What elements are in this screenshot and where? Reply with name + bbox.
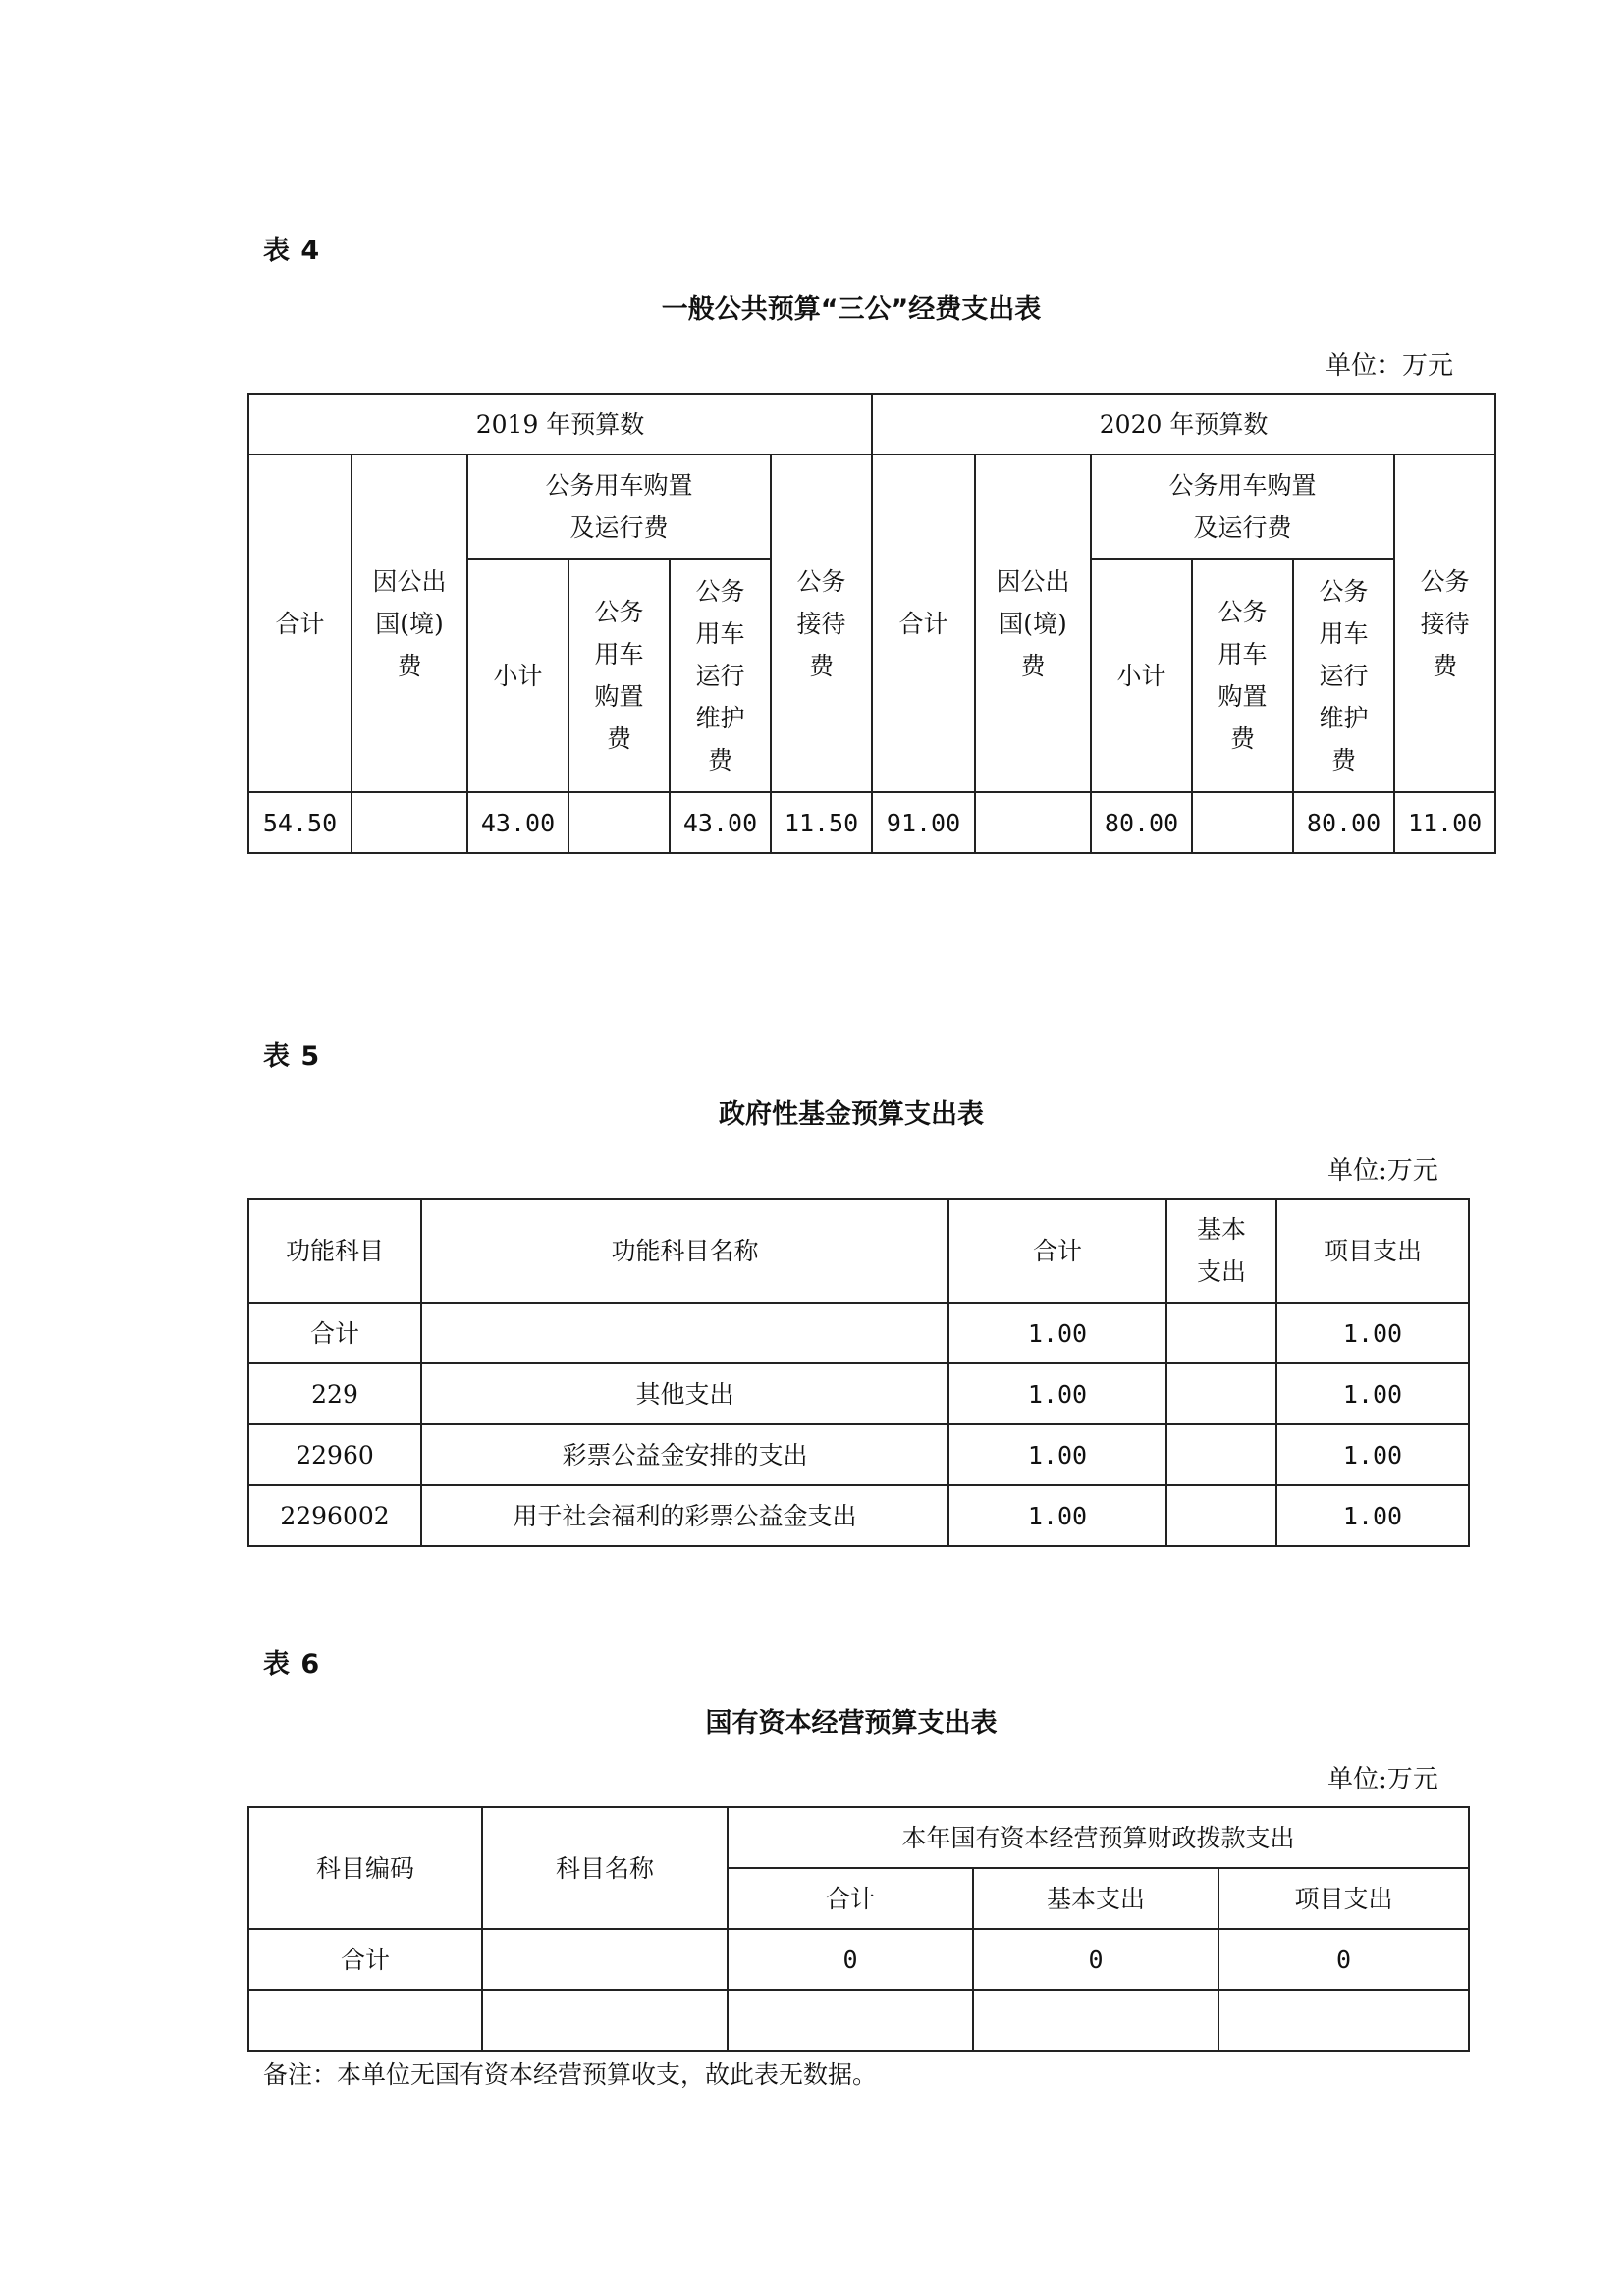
table5-title: 政府性基金预算支出表 (719, 1099, 984, 1130)
header-function-code: 功能科目 (248, 1199, 421, 1303)
cell-2019-abroad (352, 792, 467, 853)
cell-code: 合计 (248, 1929, 482, 1990)
cell-project: 1.00 (1276, 1303, 1469, 1363)
cell-2020-car-purchase (1192, 792, 1293, 853)
cell-2019-reception: 11.50 (771, 792, 872, 853)
cell-name (421, 1303, 948, 1363)
table-row (248, 792, 1495, 853)
cell-2020-abroad (975, 792, 1091, 853)
table4-unit: 单位：万元 (1326, 351, 1454, 381)
header-basic: 基本支出 (973, 1868, 1218, 1929)
header-car-group: 公务用车购置 及运行费 (467, 454, 771, 559)
cell-name (482, 1990, 728, 2051)
header-abroad: 因公出 国(境) 费 (975, 454, 1091, 792)
cell-basic (1166, 1424, 1276, 1485)
header-total: 合计 (872, 454, 975, 792)
table-row (248, 1424, 1469, 1485)
cell-project: 1.00 (1276, 1424, 1469, 1485)
table6-title: 国有资本经营预算支出表 (705, 1708, 998, 1738)
cell-total: 0 (728, 1929, 973, 1990)
cell-name: 其他支出 (421, 1363, 948, 1424)
header-reception: 公务 接待 费 (771, 454, 872, 792)
table5-unit: 单位:万元 (1327, 1156, 1438, 1186)
header-subject-name: 科目名称 (482, 1807, 728, 1929)
cell-total: 1.00 (948, 1485, 1166, 1546)
cell-code: 2296002 (248, 1485, 421, 1546)
cell-basic (1166, 1363, 1276, 1424)
cell-2019-car-operation: 43.00 (670, 792, 771, 853)
header-function-name: 功能科目名称 (421, 1199, 948, 1303)
header-car-purchase: 公务 用车 购置 费 (568, 559, 670, 792)
cell-basic (1166, 1303, 1276, 1363)
cell-total (728, 1990, 973, 2051)
header-appropriation-group: 本年国有资本经营预算财政拨款支出 (728, 1807, 1469, 1868)
header-basic: 基本 支出 (1166, 1199, 1276, 1303)
cell-project: 0 (1218, 1929, 1469, 1990)
table6-unit: 单位:万元 (1327, 1765, 1438, 1794)
header-total: 合计 (948, 1199, 1166, 1303)
table4-label: 表 4 (263, 236, 321, 266)
cell-code: 229 (248, 1363, 421, 1424)
cell-2019-total: 54.50 (248, 792, 352, 853)
cell-basic: 0 (973, 1929, 1218, 1990)
table-row (248, 1990, 1469, 2051)
cell-2020-reception: 11.00 (1394, 792, 1495, 853)
header-car-operation: 公务 用车 运行 维护 费 (1293, 559, 1394, 792)
cell-code: 22960 (248, 1424, 421, 1485)
cell-total: 1.00 (948, 1424, 1166, 1485)
table6-label: 表 6 (263, 1649, 321, 1680)
cell-basic (973, 1990, 1218, 2051)
cell-2020-car-subtotal: 80.00 (1091, 792, 1192, 853)
header-car-operation: 公务 用车 运行 维护 费 (670, 559, 771, 792)
cell-basic (1166, 1485, 1276, 1546)
cell-project: 1.00 (1276, 1485, 1469, 1546)
header-car-purchase: 公务 用车 购置 费 (1192, 559, 1293, 792)
cell-name (482, 1929, 728, 1990)
table5 (247, 1198, 1470, 1547)
table4-title: 一般公共预算“三公”经费支出表 (661, 294, 1042, 325)
table-row (248, 1363, 1469, 1424)
header-project: 项目支出 (1276, 1199, 1469, 1303)
cell-code: 合计 (248, 1303, 421, 1363)
header-project: 项目支出 (1218, 1868, 1469, 1929)
table-row (248, 1303, 1469, 1363)
header-total: 合计 (728, 1868, 973, 1929)
table6 (247, 1806, 1470, 2052)
cell-2020-car-operation: 80.00 (1293, 792, 1394, 853)
year-header-2020: 2020 年预算数 (872, 394, 1495, 454)
header-subtotal: 小计 (1091, 559, 1192, 792)
header-total: 合计 (248, 454, 352, 792)
table4 (247, 393, 1496, 854)
table-row (248, 1929, 1469, 1990)
cell-total: 1.00 (948, 1303, 1166, 1363)
header-car-group: 公务用车购置 及运行费 (1091, 454, 1394, 559)
table5-label: 表 5 (263, 1041, 321, 1072)
table6-note: 备注：本单位无国有资本经营预算收支，故此表无数据。 (263, 2060, 878, 2089)
cell-2019-car-subtotal: 43.00 (467, 792, 568, 853)
cell-name: 彩票公益金安排的支出 (421, 1424, 948, 1485)
cell-name: 用于社会福利的彩票公益金支出 (421, 1485, 948, 1546)
header-reception: 公务 接待 费 (1394, 454, 1495, 792)
cell-code (248, 1990, 482, 2051)
cell-total: 1.00 (948, 1363, 1166, 1424)
cell-project: 1.00 (1276, 1363, 1469, 1424)
cell-2019-car-purchase (568, 792, 670, 853)
table-row (248, 1485, 1469, 1546)
year-header-2019: 2019 年预算数 (248, 394, 872, 454)
cell-project (1218, 1990, 1469, 2051)
header-abroad: 因公出 国(境) 费 (352, 454, 467, 792)
header-subtotal: 小计 (467, 559, 568, 792)
header-subject-code: 科目编码 (248, 1807, 482, 1929)
cell-2020-total: 91.00 (872, 792, 975, 853)
